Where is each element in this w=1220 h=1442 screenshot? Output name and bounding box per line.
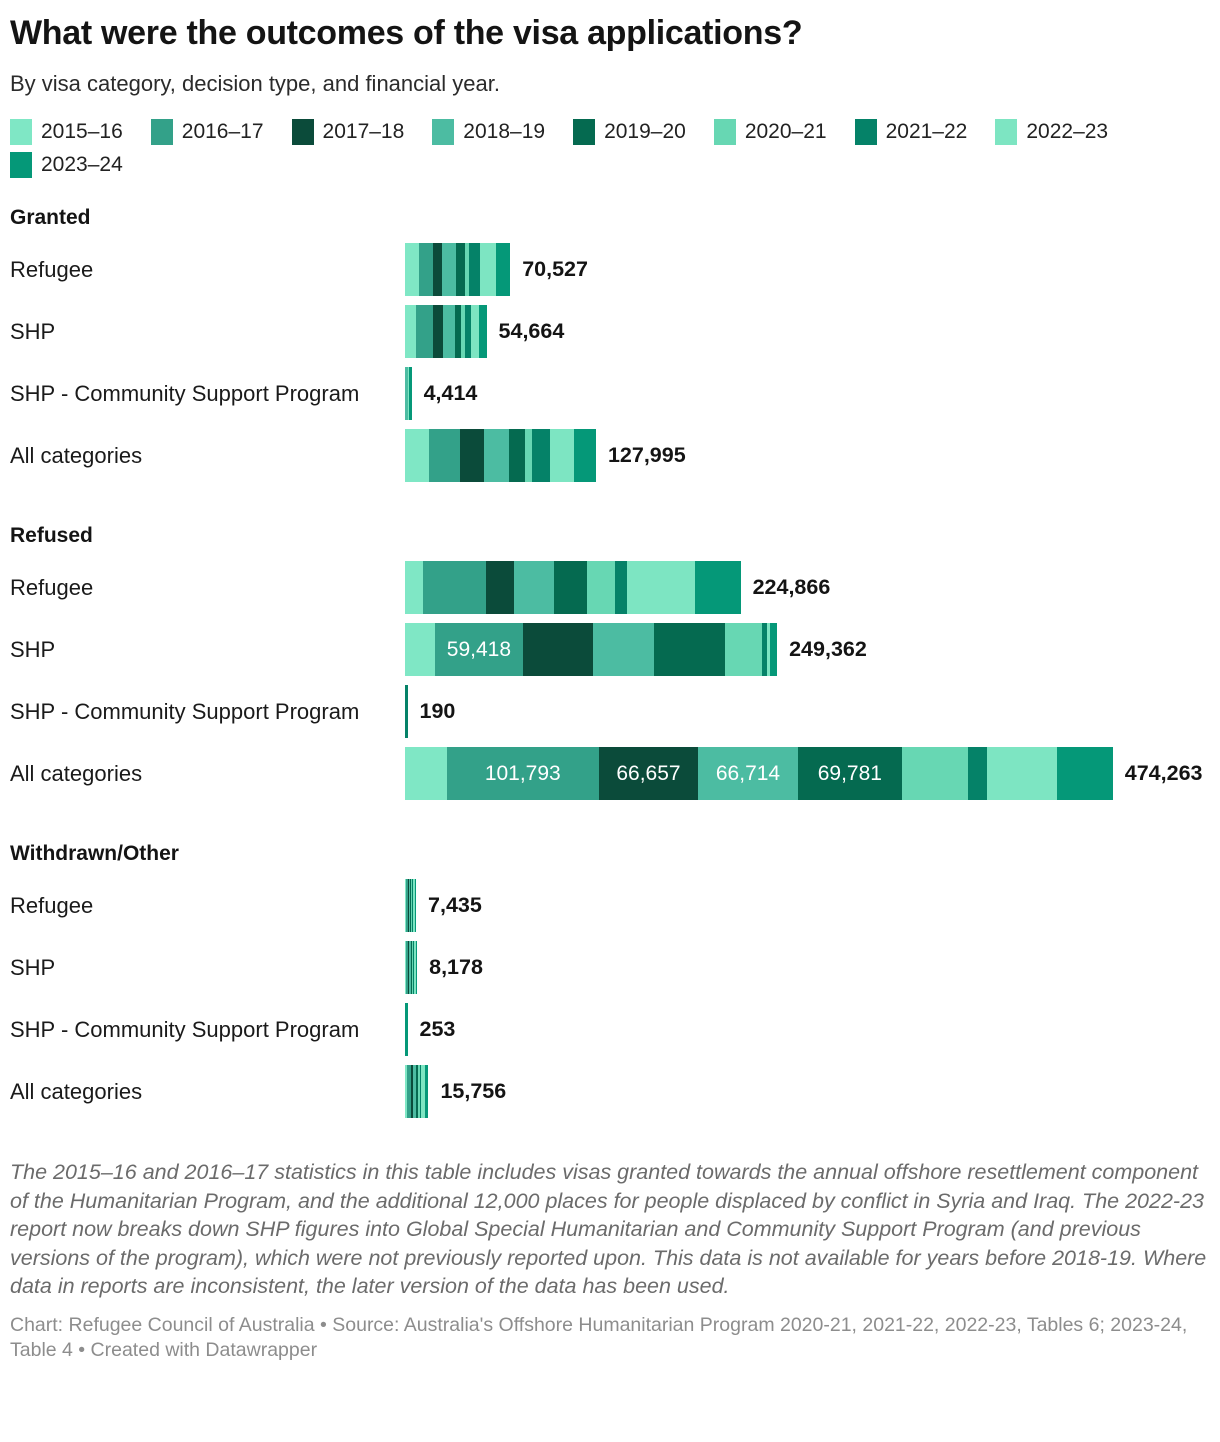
legend-swatch-icon [151,119,173,145]
bar-segment-2015-16[interactable] [405,305,416,358]
legend-swatch-icon [292,119,314,145]
bar-total-label: 8,178 [429,955,483,979]
segment-value-label: 69,781 [817,761,882,785]
bar-segment-2021-22[interactable] [615,561,627,614]
stacked-bar [405,747,1113,800]
stacked-bar [405,941,417,994]
legend-item-2017-18 [292,119,405,145]
segment-value-label: 101,793 [484,761,561,785]
stacked-bar [405,1003,408,1056]
bar-segment-2019-20[interactable] [798,747,902,800]
bar-total-label: 253 [419,1017,456,1041]
bar-segment-2016-17[interactable] [419,243,433,296]
bar-segment-2016-17[interactable] [435,623,524,676]
bar-segment-2015-16[interactable] [405,747,447,800]
legend-swatch-icon [432,119,454,145]
bar-segment-2023-24[interactable] [415,879,417,932]
row-label: SHP [10,636,56,662]
bar-total-label: 54,664 [498,319,565,343]
bar-segment-2021-22[interactable] [968,747,987,800]
legend [10,119,1210,178]
bar-segment-2018-19[interactable] [514,561,554,614]
bar-segment-2021-22[interactable] [532,429,550,482]
stacked-bar [405,367,412,420]
bar-segment-2023-24[interactable] [496,243,510,296]
bar-row-granted-all-categories [10,429,1210,482]
bar-segment-2018-19[interactable] [443,305,456,358]
stacked-bar [405,305,487,358]
legend-swatch-icon [714,119,736,145]
bar-segment-2023-24[interactable] [405,1003,408,1056]
legend-swatch-icon [995,119,1017,145]
bar-segment-2020-21[interactable] [525,429,533,482]
bar-segment-2017-18[interactable] [460,429,483,482]
stacked-bar [405,1065,428,1118]
bar-segment-2017-18[interactable] [433,243,443,296]
legend-item-label: 2023–24 [41,153,123,176]
row-label: SHP - Community Support Program [10,380,360,406]
bar-segment-2019-20[interactable] [456,243,465,296]
legend-item-2020-21 [714,119,827,145]
chart-body [10,206,1210,1118]
bar-segment-2023-24[interactable] [695,561,741,614]
bar-segment-2016-17[interactable] [429,429,460,482]
bar-segment-2020-21[interactable] [902,747,968,800]
bar-row-granted-refugee [10,243,1210,296]
bar-segment-2019-20[interactable] [554,561,586,614]
legend-item-label: 2015–16 [41,120,123,143]
bar-row-granted-shp-community-support-program [10,367,1210,420]
row-label: SHP - Community Support Program [10,1016,360,1042]
legend-item-label: 2018–19 [463,120,546,143]
bar-segment-2021-22[interactable] [405,685,408,738]
bar-row-withdrawn-other-shp-community-support-program [10,1003,1210,1056]
bar-segment-2022-23[interactable] [550,429,573,482]
chart-subtitle: By visa category, decision type, and financial year. [10,71,500,96]
bar-total-label: 224,866 [752,575,831,599]
row-label: Refugee [10,574,94,600]
bar-row-granted-shp [10,305,1210,358]
legend-item-2021-22 [855,119,968,145]
section-header-withdrawn-other: Withdrawn/Other [10,842,179,865]
bar-row-withdrawn-other-refugee [10,879,1210,932]
row-label: SHP [10,318,56,344]
bar-total-label: 474,263 [1124,761,1203,785]
stacked-bar [405,879,416,932]
legend-item-2023-24 [10,152,123,178]
stacked-bar [405,685,408,738]
legend-item-2018-19 [432,119,545,145]
legend-swatch-icon [10,152,32,178]
bar-segment-2023-24[interactable] [574,429,596,482]
bar-total-label: 70,527 [522,257,588,281]
bar-segment-2018-19[interactable] [698,747,798,800]
row-label: SHP [10,954,56,980]
stacked-bar [405,623,777,676]
bar-segment-2022-23[interactable] [987,747,1057,800]
bar-segment-2022-23[interactable] [480,243,496,296]
legend-item-label: 2022–23 [1026,120,1109,143]
section-header-granted: Granted [10,206,91,229]
row-label: Refugee [10,892,94,918]
row-label: Refugee [10,256,94,282]
bar-segment-2016-17[interactable] [447,747,599,800]
section-granted [10,206,1210,482]
bar-segment-2022-23[interactable] [627,561,695,614]
bar-segment-2018-19[interactable] [484,429,509,482]
row-label: All categories [10,1078,143,1104]
bar-segment-2016-17[interactable] [423,561,486,614]
section-refused [10,524,1210,800]
stacked-bar [405,429,596,482]
bar-segment-2018-19[interactable] [593,623,654,676]
stacked-bar [405,561,741,614]
chart-footnote: The 2015–16 and 2016–17 statistics in this table includes visas granted towards the annual offshore resettlement component of the Humanitarian Program, and the additional 12,000 places for people displaced by conflict in Syria and Iraq. The 2022-23 report now breaks down SHP figures into Global Special Humanitarian and Community Support Program (and previous versions of the program), which were not previously reported upon. This data is not available for years before 2018-19. Where data in reports are inconsistent, the later version of the data has been used. [10,1160,1207,1299]
bar-segment-2015-16[interactable] [405,623,435,676]
chart-title: What were the outcomes of the visa applications? [10,14,803,52]
bar-row-withdrawn-other-all-categories [10,1065,1210,1118]
bar-total-label: 190 [419,699,456,723]
row-label: All categories [10,760,143,786]
bar-segment-2023-24[interactable] [425,1065,428,1118]
legend-swatch-icon [573,119,595,145]
bar-segment-2017-18[interactable] [599,747,698,800]
bar-row-refused-refugee [10,561,1210,614]
bar-total-label: 249,362 [789,637,867,661]
bar-total-label: 15,756 [440,1079,507,1103]
bar-segment-2015-16[interactable] [405,429,429,482]
legend-swatch-icon [855,119,877,145]
bar-segment-2023-24[interactable] [770,623,777,676]
bar-segment-2017-18[interactable] [523,623,593,676]
segment-value-label: 66,657 [616,761,681,785]
chart-credit: Chart: Refugee Council of Australia • Source: Australia's Offshore Humanitarian Program 2020-21, 2021-22, 2022-23, Tables 6; 2023-24, Table 4 • Created with Datawrapper [10,1313,1188,1362]
bar-total-label: 7,435 [428,893,482,917]
legend-item-2016-17 [151,119,264,145]
bar-total-label: 4,414 [423,381,478,405]
legend-item-label: 2016–17 [181,120,264,143]
bar-segment-2015-16[interactable] [405,243,419,296]
bar-segment-2022-23[interactable] [471,305,479,358]
row-label: All categories [10,442,143,468]
legend-item-2019-20 [573,119,686,145]
legend-item-2022-23 [995,119,1108,145]
row-label: SHP - Community Support Program [10,698,360,724]
legend-item-2015-16 [10,119,123,145]
section-withdrawn-other [10,842,1210,1118]
bar-segment-2020-21[interactable] [587,561,615,614]
bar-row-withdrawn-other-shp [10,941,1210,994]
bar-segment-2015-16[interactable] [405,561,423,614]
bar-total-label: 127,995 [607,443,686,467]
bar-segment-2021-22[interactable] [469,243,480,296]
bar-segment-2023-24[interactable] [1057,747,1113,800]
segment-value-label: 66,714 [715,761,781,785]
segment-value-label: 59,418 [446,637,511,661]
chart-container [10,14,1210,1364]
legend-item-label: 2020–21 [744,120,827,143]
bar-segment-2017-18[interactable] [486,561,514,614]
bar-segment-2017-18[interactable] [433,305,443,358]
bar-row-refused-all-categories [10,747,1210,800]
bar-row-refused-shp-community-support-program [10,685,1210,738]
bar-segment-2016-17[interactable] [416,305,433,358]
bar-row-refused-shp [10,623,1210,676]
bar-segment-2019-20[interactable] [654,623,726,676]
bar-segment-2023-24[interactable] [416,941,418,994]
legend-swatch-icon [10,119,32,145]
bar-segment-2023-24[interactable] [409,367,412,420]
section-header-refused: Refused [10,524,93,547]
legend-item-label: 2021–22 [885,120,968,143]
legend-item-label: 2017–18 [322,120,405,143]
legend-item-label: 2019–20 [604,120,686,143]
bar-segment-2023-24[interactable] [479,305,486,358]
bar-segment-2019-20[interactable] [509,429,525,482]
bar-segment-2020-21[interactable] [725,623,762,676]
stacked-bar [405,243,510,296]
bar-segment-2018-19[interactable] [442,243,456,296]
